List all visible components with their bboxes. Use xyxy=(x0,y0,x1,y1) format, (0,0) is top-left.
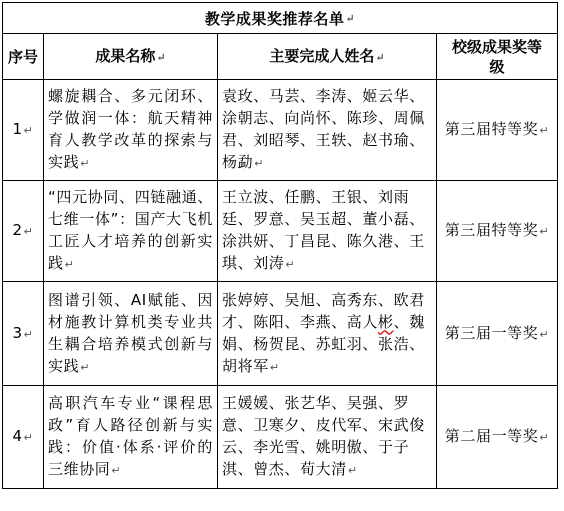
row-people: 张婷婷、吴旭、高秀东、欧君才、陈阳、李燕、高人彬、魏娟、杨贺昆、苏虹羽、张浩、胡将军↵ xyxy=(218,282,437,386)
table-title xyxy=(2,2,558,33)
row-achievement-name: “四元协同、四链融通、七维一体”：国产大飞机工匠人才培养的创新实践↵ xyxy=(44,181,218,282)
header-no: 序号 xyxy=(3,34,44,80)
table-row xyxy=(3,282,558,386)
row-people: 王媛媛、张艺华、吴强、罗意、卫寒夕、皮代军、宋武俊云、李光雪、姚明傲、于子淇、曾杰、荀大清↵ xyxy=(218,386,437,489)
spellcheck-underline: 彬 xyxy=(378,312,394,331)
paragraph-mark-icon: ↵ xyxy=(345,11,356,25)
row-achievement-name: 高职汽车专业“课程思政”育人路径创新与实践：价值·体系·评价的三维协同↵ xyxy=(44,386,218,489)
table-row xyxy=(3,80,558,181)
row-level: 第二届一等奖↵ xyxy=(437,386,558,489)
header-people: 主要完成人姓名↵ xyxy=(218,34,437,80)
row-no: 1↵ xyxy=(3,80,44,181)
row-no: 3↵ xyxy=(3,282,44,386)
table-title-text: 教学成果奖推荐名单 xyxy=(204,9,345,28)
row-no: 4↵ xyxy=(3,386,44,489)
table-row xyxy=(3,386,558,489)
row-no: 2↵ xyxy=(3,181,44,282)
row-achievement-name: 图谱引领、AI赋能、因材施教计算机类专业共生耦合培养模式创新与实践↵ xyxy=(44,282,218,386)
row-level: 第三届特等奖↵ xyxy=(437,181,558,282)
table-header-row xyxy=(3,34,558,80)
table-row xyxy=(3,181,558,282)
row-people: 袁玫、马芸、李涛、姬云华、涂朝志、向尚怀、陈珍、周佩君、刘昭琴、王轶、赵书瑜、杨勐↵ xyxy=(218,80,437,181)
header-name: 成果名称↵ xyxy=(44,34,218,80)
row-achievement-name: 螺旋耦合、多元闭环、学做润一体：航天精神育人教学改革的探索与实践↵ xyxy=(44,80,218,181)
recommendation-table xyxy=(2,33,558,489)
recommendation-document xyxy=(2,2,558,489)
row-people: 王立波、任鹏、王银、刘雨廷、罗意、吴玉超、董小磊、涂洪妍、丁昌昆、陈久港、王琪、刘涛↵ xyxy=(218,181,437,282)
row-level: 第三届一等奖↵ xyxy=(437,282,558,386)
header-level: 校级成果奖等级 xyxy=(437,34,558,80)
row-level: 第三届特等奖↵ xyxy=(437,80,558,181)
